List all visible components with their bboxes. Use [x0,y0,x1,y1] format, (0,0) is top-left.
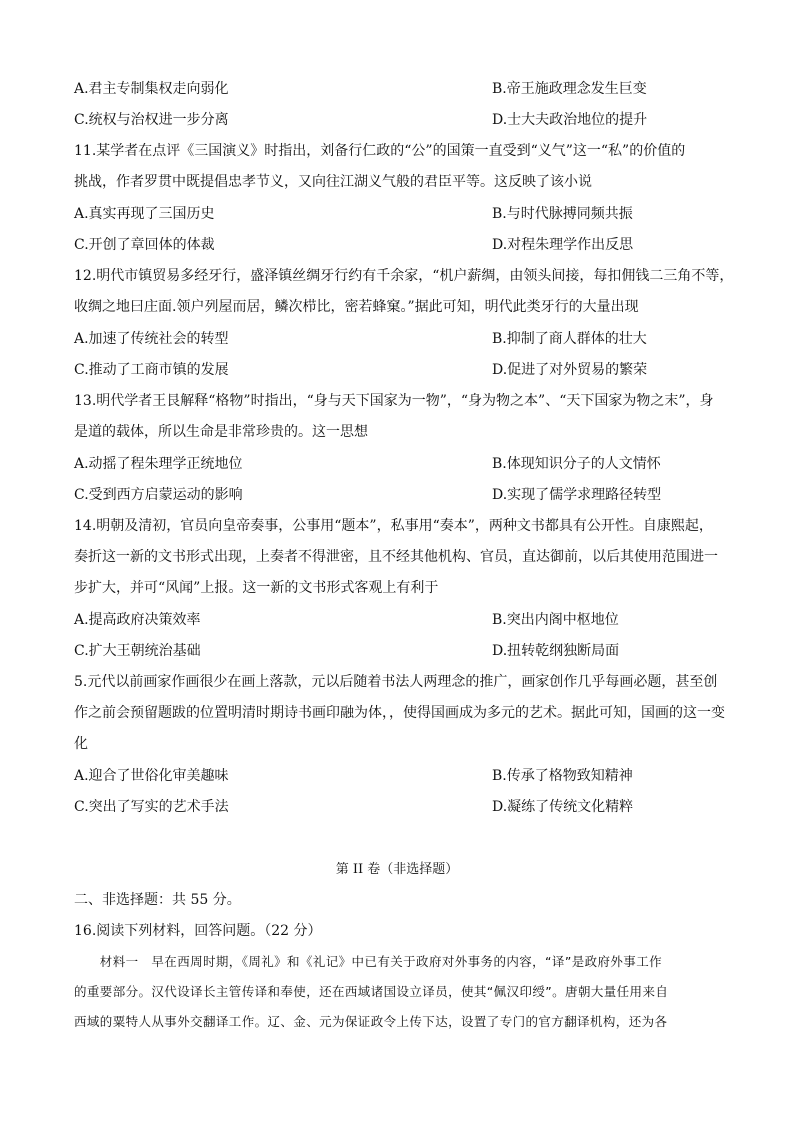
q15-stem [74,667,724,760]
q13-stem-line: 13.明代学者王艮解释“格物”时指出，“身与天下国家为一物”，“身为物之本”、“天下国家为物之末”，身 [74,393,714,409]
q13-options-row-2 [74,484,734,506]
q15-option-d: D.凝练了传统文化精粹 [492,799,634,815]
q11-option-a: A.真实再现了三国历史 [74,206,215,222]
q15-stem-line: 作之前会预留题跋的位置明清时期诗书画印融为体，，使得国画成为多元的艺术。据此可知，国画的这一变 [74,705,725,721]
q13-options-row-1 [74,453,734,475]
q14-option-c: C.扩大王朝统治基础 [74,643,201,659]
q15-options-row-1 [74,765,734,787]
q10-options-row-1 [74,78,734,100]
q11-options-row-1 [74,203,734,225]
part2-title: 第 II 卷（非选择题） [335,862,459,877]
q11-option-d: D.对程朱理学作出反思 [492,237,634,253]
q10-options-row-2 [74,109,734,131]
q15-option-a: A.迎合了世俗化审美趣味 [74,768,229,784]
q12-options-row-2 [74,359,734,381]
material-line: 西域的粟特人从事外交翻译工作。辽、金、元为保证政令上传下达，设置了专门的官方翻译机构，还为各 [74,1014,668,1029]
q10-option-c: C.统权与治权进一步分离 [74,112,229,128]
q12-stem [74,261,734,323]
q14-option-d: D.扭转乾纲独断局面 [492,643,620,659]
q12-stem-line: 收绸之地曰庄面.领户列屋而居，鳞次栉比，密若蜂窠。”据此可知，明代此类牙行的大量出现 [74,299,639,315]
q13-option-a: A.动摇了程朱理学正统地位 [74,456,243,472]
q15-stem-line: 化 [74,736,88,752]
q13-stem-line: 是道的载体，所以生命是非常珍贵的。这一思想 [74,424,368,440]
q14-stem-line: 奏折这一新的文书形式出现，上奏者不得泄密，且不经其他机构、官员，直达御前，以后其使用范围进一 [74,549,718,565]
q15-stem-line: 5.元代以前画家作画很少在画上落款，元以后随着书法人两理念的推广，画家创作几乎每画必题，甚至创 [74,674,718,690]
q10-option-a: A.君主专制集权走向弱化 [74,81,229,97]
q11-options-row-2 [74,234,734,256]
q14-option-a: A.提高政府决策效率 [74,612,201,628]
q11-stem [74,136,724,198]
q12-stem-line: 12.明代市镇贸易多经牙行，盛泽镇丝绸牙行约有千余家，“机户薪绸，由领头间接，每扣佣钱二三角不等， [74,268,734,284]
q15-option-c: C.突出了写实的艺术手法 [74,799,229,815]
q11-stem-line: 11.某学者在点评《三国演义》时指出，刘备行仁政的“公”的国策一直受到“义气”这一“私”的价值的 [74,143,686,159]
q14-stem [74,511,724,604]
q13-option-d: D.实现了儒学求理路径转型 [492,487,662,503]
q15-option-b: B.传承了格物致知精神 [492,768,633,784]
q11-stem-line: 挑战，作者罗贯中既提倡忠孝节义，又向往江湖义气般的君臣平等。这反映了该小说 [74,174,592,190]
q12-options-row-1 [74,328,734,350]
material-line: 材料一 早在西周时期，《周礼》和《礼记》中已有关于政府对外事务的内容，“译”是政府外事工作 [74,954,663,969]
q10-option-b: B.帝王施政理念发生巨变 [492,81,647,97]
material-one [74,947,724,1037]
q10-option-d: D.士大夫政治地位的提升 [492,112,648,128]
q14-stem-line: 14.明朝及清初，官员向皇帝奏事，公事用“题本”，私事用“奏本”，两种文书都具有公开性。自康熙起， [74,518,713,534]
q15-options-row-2 [74,796,734,818]
q11-option-c: C.开创了章回体的体裁 [74,237,215,253]
q11-option-b: B.与时代脉搏同频共振 [492,206,633,222]
q14-stem-line: 步扩大，并可“风闻”上报。这一新的文书形式客观上有利于 [74,580,439,596]
q14-options-row-2 [74,640,734,662]
q13-option-c: C.受到西方启蒙运动的影响 [74,487,243,503]
q12-option-b: B.抑制了商人群体的壮大 [492,331,647,347]
q12-option-a: A.加速了传统社会的转型 [74,331,229,347]
q12-option-d: D.促进了对外贸易的繁荣 [492,362,648,378]
material-line: 的重要部分。汉代设译长主管传译和奉使，还在西域诸国设立译员，使其“佩汉印绶”。唐朝大量任用来自 [74,984,669,999]
q13-stem [74,386,724,448]
q13-option-b: B.体现知识分子的人文情怀 [492,456,661,472]
q14-option-b: B.突出内阁中枢地位 [492,612,619,628]
q16-stem: 16.阅读下列材料，回答问题。（22 分） [74,923,322,939]
q12-option-c: C.推动了工商市镇的发展 [74,362,229,378]
q14-options-row-1 [74,609,734,631]
section-heading: 二、非选择题：共 55 分。 [74,892,241,908]
